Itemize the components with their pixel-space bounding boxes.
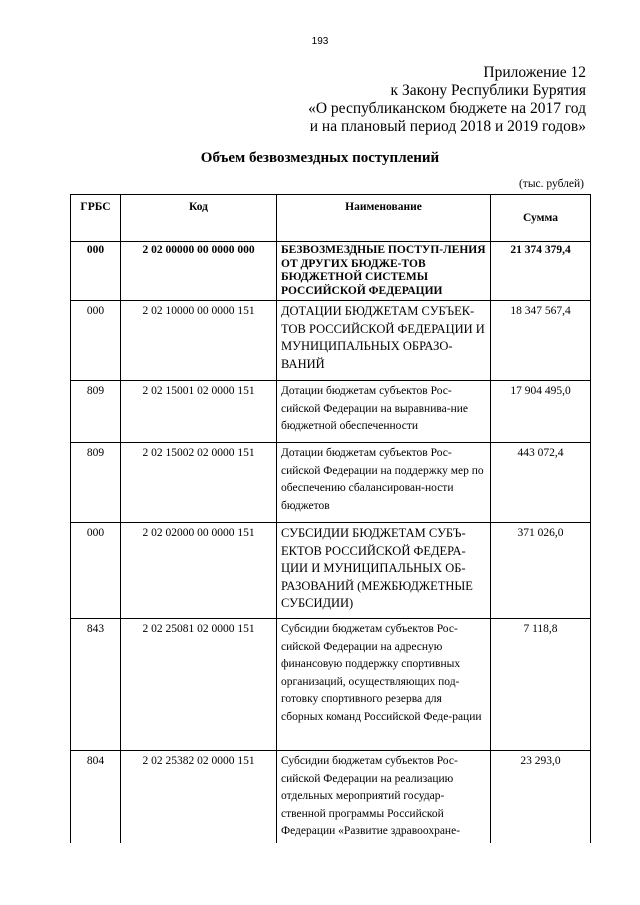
appendix-header (308, 64, 586, 136)
cell-name: СУБСИДИИ БЮДЖЕТАМ СУБЪ-ЕКТОВ РОССИЙСКОЙ ФЕДЕРА-ЦИИ И МУНИЦИПАЛЬНЫХ ОБ-РАЗОВАНИЙ (МЕЖБЮДЖЕТНЫЕ СУБСИДИИ) (277, 523, 491, 619)
appendix-line: Приложение 12 (483, 64, 586, 81)
cell-sum: 23 293,0 (491, 751, 591, 843)
cell-name: Дотации бюджетам субъектов Рос-сийской Федерации на выравнива-ние бюджетной обеспеченности (277, 381, 491, 443)
cell-sum: 18 347 567,4 (491, 301, 591, 381)
cell-grbs: 809 (71, 381, 121, 443)
table-row (71, 242, 591, 301)
cell-name: Субсидии бюджетам субъектов Рос-сийской Федерации на адресную финансовую поддержку спортивных организаций, осуществляющих под-готовку спортивного резерва для сборных команд Российской Феде-рации (277, 619, 491, 751)
cell-code: 2 02 02000 00 0000 151 (121, 523, 277, 619)
cell-sum: 371 026,0 (491, 523, 591, 619)
cell-grbs: 809 (71, 443, 121, 523)
cell-sum: 443 072,4 (491, 443, 591, 523)
budget-table (70, 194, 591, 843)
cell-code: 2 02 15002 02 0000 151 (121, 443, 277, 523)
table-header-row (71, 195, 591, 242)
cell-code: 2 02 15001 02 0000 151 (121, 381, 277, 443)
cell-grbs: 804 (71, 751, 121, 843)
appendix-line: и на плановый период 2018 и 2019 годов» (309, 118, 586, 135)
document-title: Объем безвозмездных поступлений (200, 150, 440, 166)
cell-sum: 7 118,8 (491, 619, 591, 751)
column-header-code: Код (121, 195, 277, 242)
cell-code: 2 02 00000 00 0000 000 (121, 242, 277, 301)
cell-grbs: 000 (71, 242, 121, 301)
column-header-name: Наименование (277, 195, 491, 242)
cell-code: 2 02 25382 02 0000 151 (121, 751, 277, 843)
cell-name: БЕЗВОЗМЕЗДНЫЕ ПОСТУП-ЛЕНИЯ ОТ ДРУГИХ БЮДЖЕ-ТОВ БЮДЖЕТНОЙ СИСТЕМЫ РОССИЙСКОЙ ФЕДЕРАЦИИ (277, 242, 491, 301)
cell-grbs: 000 (71, 301, 121, 381)
page-number: 193 (311, 36, 329, 47)
appendix-line: к Закону Республики Бурятия (390, 82, 586, 99)
units-note: (тыс. рублей) (518, 178, 584, 190)
cell-name: Субсидии бюджетам субъектов Рос-сийской Федерации на реализацию отдельных мероприятий государ-ственной программы Российской Федерации «Развитие здравоохране- (277, 751, 491, 843)
column-header-grbs: ГРБС (71, 195, 121, 242)
cell-grbs: 000 (71, 523, 121, 619)
cell-grbs: 843 (71, 619, 121, 751)
table-row (71, 751, 591, 843)
table-row (71, 619, 591, 751)
table-row (71, 301, 591, 381)
cell-code: 2 02 25081 02 0000 151 (121, 619, 277, 751)
table-row (71, 443, 591, 523)
appendix-line: «О республиканском бюджете на 2017 год (308, 100, 586, 117)
cell-name: Дотации бюджетам субъектов Рос-сийской Федерации на поддержку мер по обеспечению сбалансирован-ности бюджетов (277, 443, 491, 523)
column-header-sum: Сумма (491, 195, 591, 242)
cell-sum: 21 374 379,4 (491, 242, 591, 301)
cell-sum: 17 904 495,0 (491, 381, 591, 443)
table-row (71, 381, 591, 443)
cell-name: ДОТАЦИИ БЮДЖЕТАМ СУБЪЕК-ТОВ РОССИЙСКОЙ ФЕДЕРАЦИИ И МУНИЦИПАЛЬНЫХ ОБРАЗО-ВАНИЙ (277, 301, 491, 381)
cell-code: 2 02 10000 00 0000 151 (121, 301, 277, 381)
table-row (71, 523, 591, 619)
